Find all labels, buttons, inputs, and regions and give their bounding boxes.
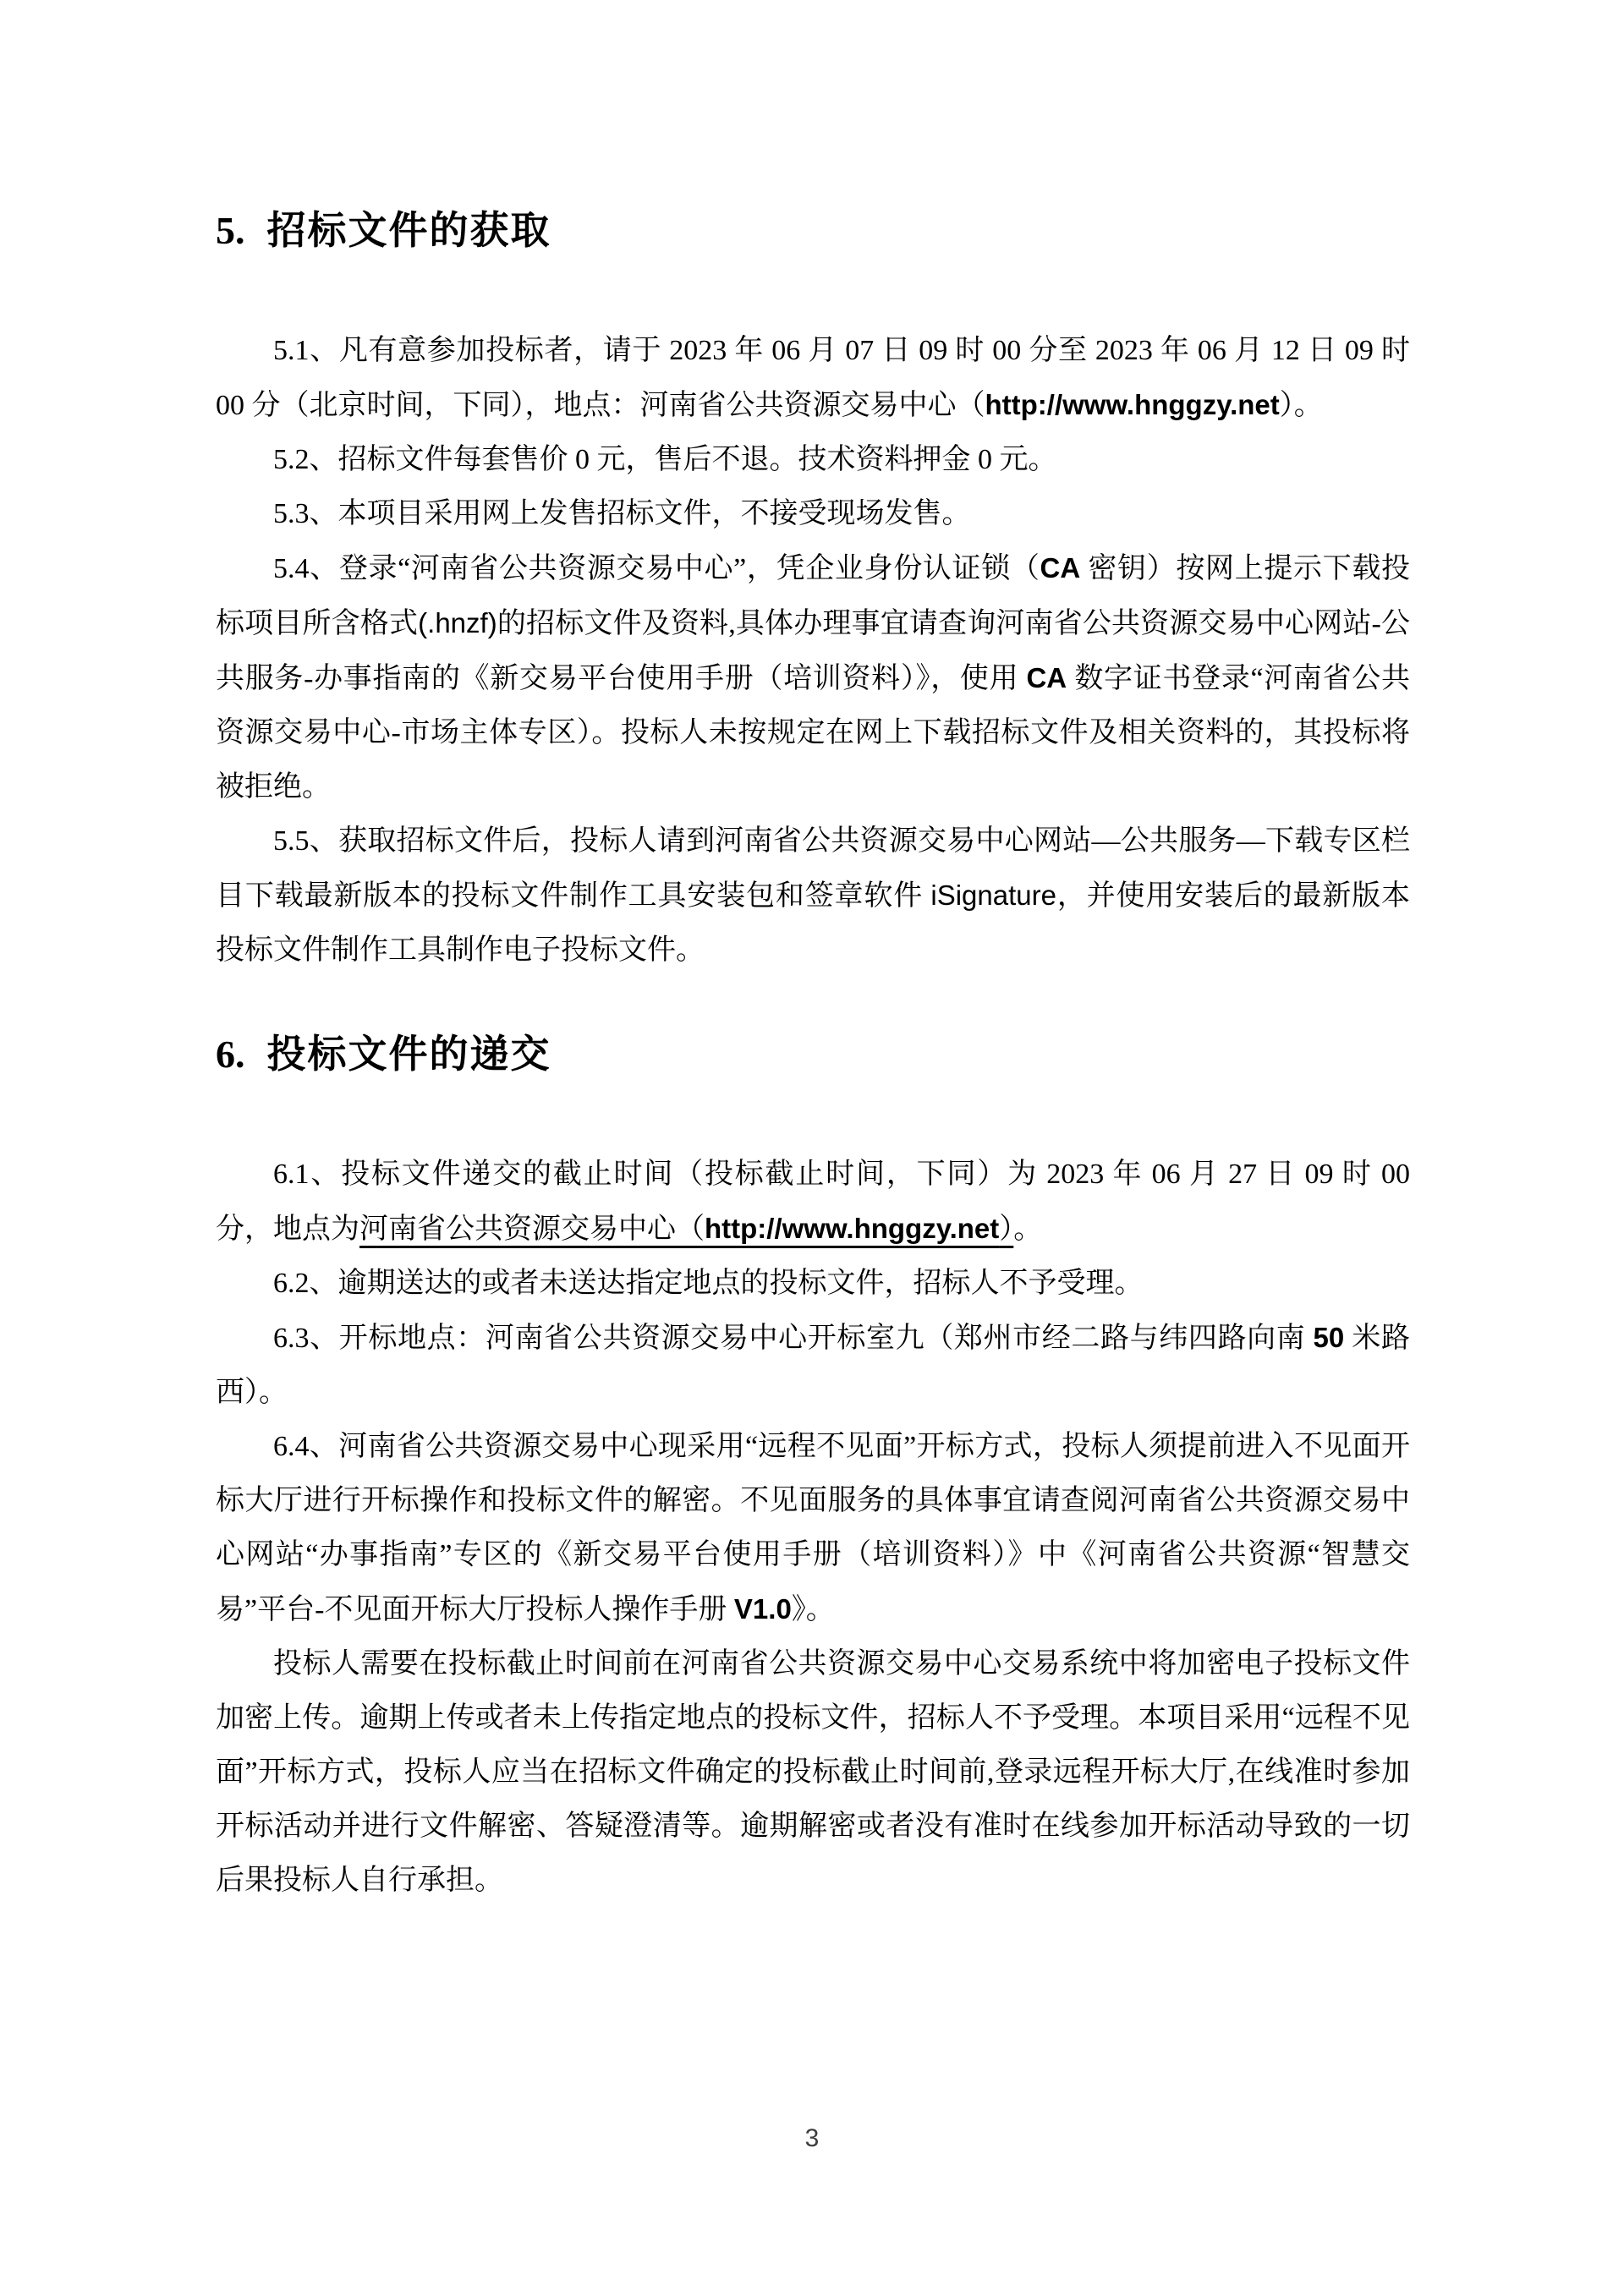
section-heading bbox=[216, 1027, 1410, 1082]
text-run: CA bbox=[1040, 552, 1081, 584]
text-run: 米路西）。 bbox=[216, 1323, 1411, 1408]
section bbox=[216, 1027, 1418, 1908]
section-title: 招标文件的获取 bbox=[266, 208, 551, 252]
paragraph bbox=[216, 324, 1418, 433]
text-run: CA bbox=[1026, 662, 1067, 693]
url-text: http://www.hnggzy.net bbox=[705, 1213, 1000, 1244]
paragraph bbox=[216, 814, 1410, 978]
section-number: 5. bbox=[216, 209, 245, 252]
section-title: 投标文件的递交 bbox=[266, 1032, 551, 1076]
text-run: ） bbox=[999, 1214, 1014, 1245]
text-run: 5.1、凡有意参加投标者，请于 2023 年 06 月 07 日 09 时 00 分至 2023 年 06 月 12 日 09 时 00 分（北京时间，下同），地点：河南省公共资源交易中心（ bbox=[216, 335, 1418, 421]
paragraph bbox=[216, 541, 1410, 814]
text-run: (.hnzf) bbox=[418, 607, 497, 638]
paragraph bbox=[216, 1257, 1410, 1311]
text-run: 河南省公共资源交易中心（ bbox=[359, 1214, 705, 1245]
text-run: 。 bbox=[1013, 1214, 1043, 1245]
text-run: 密钥）按网上提示下载投标项目所含格式 bbox=[216, 553, 1410, 639]
text-run: 数字证书登录“河南省公共资源交易中心-市场主体专区）。投标人未按规定在网上下载招标文件及相关资料的，其投标将被拒绝。 bbox=[216, 663, 1410, 803]
section-heading bbox=[216, 203, 1410, 258]
text-run: 投标人需要在投标截止时间前在河南省公共资源交易中心交易系统中将加密电子投标文件加密上传。逾期上传或者未上传指定地点的投标文件，招标人不予受理。本项目采用“远程不见面”开标方式，投标人应当在招标文件确定的投标截止时间前,登录远程开标大厅,在线准时参加开标活动并进行文件解密、答疑澄清等。逾期解密或者没有准时在线参加开标活动导致的一切后果投标人自行承担。 bbox=[216, 1648, 1410, 1896]
text-run: 6.1、投标文件递交的截止时间（投标截止时间，下同）为 2023 年 06 月 27 日 09 时 00 分，地点为 bbox=[216, 1159, 1418, 1245]
url-text: http://www.hnggzy.net bbox=[985, 389, 1280, 420]
text-run: 的招标文件及资料,具体办理事宜请查询河南省公共资源交易中心网站-公共服务-办事指南的《新交易平台使用手册（培训资料）》，使用 bbox=[216, 608, 1411, 694]
text-run: 5.5、获取招标文件后，投标人请到河南省公共资源交易中心网站—公共服务—下载专区栏目下载最新版本的投标文件制作工具安装包和签章软件 bbox=[216, 825, 1410, 912]
text-run: 6.2、逾期送达的或者未送达指定地点的投标文件，招标人不予受理。 bbox=[273, 1268, 1144, 1299]
paragraph bbox=[216, 1420, 1410, 1637]
paragraph bbox=[216, 433, 1410, 487]
page-number: 3 bbox=[804, 2124, 820, 2152]
text-run: 5.4、登录“河南省公共资源交易中心”，凭企业身份认证锁（ bbox=[273, 553, 1040, 584]
text-run: V1.0 bbox=[733, 1593, 792, 1625]
paragraph bbox=[216, 1637, 1410, 1908]
text-run: iSignature bbox=[930, 879, 1056, 911]
text-run: ）。 bbox=[1279, 390, 1323, 421]
text-run: 》。 bbox=[791, 1594, 835, 1625]
section bbox=[216, 203, 1418, 978]
paragraph bbox=[216, 1148, 1418, 1257]
text-run: ，并使用安装后的最新版本投标文件制作工具制作电子投标文件。 bbox=[216, 880, 1411, 966]
document-content bbox=[216, 203, 1418, 1908]
paragraph bbox=[216, 1311, 1410, 1420]
text-run: 6.4、河南省公共资源交易中心现采用“远程不见面”开标方式，投标人须提前进入不见面开标大厅进行开标操作和投标文件的解密。不见面服务的具体事宜请查阅河南省公共资源交易中心网站“办事指南”专区的《新交易平台使用手册（培训资料）》中《河南省公共资源“智慧交易”平台-不见面开标大厅投标人操作手册 bbox=[216, 1431, 1410, 1625]
paragraph bbox=[216, 487, 1410, 541]
text-run: 5.2、招标文件每套售价 0 元，售后不退。技术资料押金 0 元。 bbox=[273, 444, 1057, 475]
text-run: 50 bbox=[1313, 1322, 1345, 1353]
text-run: 6.3、开标地点：河南省公共资源交易中心开标室九（郑州市经二路与纬四路向南 bbox=[273, 1323, 1314, 1354]
text-run: 5.3、本项目采用网上发售招标文件，不接受现场发售。 bbox=[273, 498, 971, 529]
section-number: 6. bbox=[216, 1033, 245, 1076]
